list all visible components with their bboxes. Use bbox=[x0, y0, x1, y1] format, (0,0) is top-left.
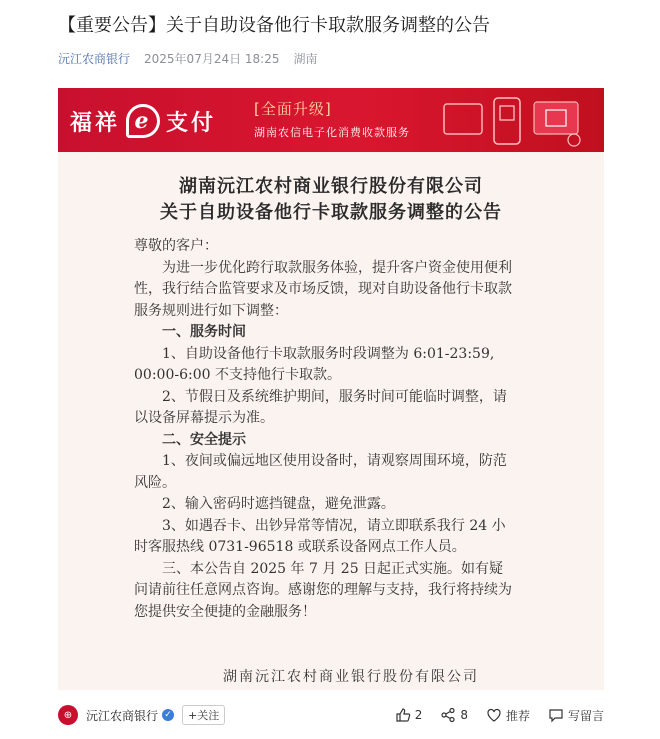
thumbs-up-icon bbox=[395, 707, 411, 723]
payment-banner bbox=[58, 88, 604, 152]
section2-item1: 1、夜间或偏远地区使用设备时，请观察周围环境，防范风险。 bbox=[134, 453, 507, 491]
article-title: 【重要公告】关于自助设备他行卡取款服务调整的公告 bbox=[58, 15, 490, 36]
account-name[interactable]: 沅江农商银行 bbox=[86, 708, 159, 723]
e-pay-logo-icon: e bbox=[126, 104, 160, 138]
doc-title-line2: 关于自助设备他行卡取款服务调整的公告 bbox=[160, 202, 502, 223]
banner-subtitle: 湖南农信电子化消费收款服务 bbox=[254, 126, 410, 139]
section2-item3: 3、如遇吞卡、出钞异常等情况，请立即联系我行 24 小时客服热线 0731-96518 或联系设备网点工作人员。 bbox=[134, 517, 506, 555]
follow-button[interactable]: +关注 bbox=[182, 705, 225, 725]
section1-item2: 2、节假日及系统维护期间，服务时间可能临时调整，请以设备屏幕提示为准。 bbox=[134, 388, 507, 426]
source-link[interactable]: 沅江农商银行 bbox=[58, 52, 131, 66]
banner-brand bbox=[70, 104, 216, 138]
intro-paragraph: 为进一步优化跨行取款服务体验，提升客户资金使用便利性，我行结合监管要求及市场反馈，现对自助设备他行卡取款服务规则进行如下调整： bbox=[134, 259, 512, 319]
banner-upgrade-label: [全面升级] bbox=[254, 100, 332, 118]
like-count: 2 bbox=[414, 708, 423, 722]
doc-title-line1: 湖南沅江农村商业银行股份有限公司 bbox=[179, 176, 483, 197]
banner-decoration-icon bbox=[424, 94, 594, 150]
section2-item2: 2、输入密码时遮挡键盘，避免泄露。 bbox=[162, 496, 395, 512]
brand-right-text: 支付 bbox=[166, 109, 217, 136]
article-meta bbox=[58, 50, 318, 67]
section2-title: 二、安全提示 bbox=[162, 431, 246, 448]
share-button[interactable] bbox=[440, 707, 468, 723]
comment-icon bbox=[548, 707, 564, 723]
notice-body bbox=[134, 236, 514, 623]
share-count: 8 bbox=[460, 708, 468, 722]
comment-label: 写留言 bbox=[567, 708, 604, 723]
brand-left-text: 福祥 bbox=[70, 109, 121, 136]
section1-item1: 1、自助设备他行卡取款服务时段调整为 6:01-23:59, 00:00-6:00 不支持他行卡取款。 bbox=[134, 345, 495, 383]
heart-icon bbox=[486, 707, 502, 723]
share-icon bbox=[440, 707, 456, 723]
article-image bbox=[58, 88, 604, 690]
action-group bbox=[395, 707, 604, 724]
section3-paragraph: 三、本公告自 2025 年 7 月 25 日起正式实施。如有疑问请前往任意网点咨询。感谢您的理解与支持，我行将持续为您提供安全便捷的金融服务！ bbox=[134, 560, 512, 620]
like-button[interactable] bbox=[395, 707, 423, 723]
section1-title: 一、服务时间 bbox=[162, 324, 246, 340]
issuer-signature: 湖南沅江农村商业银行股份有限公司 bbox=[223, 669, 479, 685]
publish-datetime: 2025年07月24日 18:25 bbox=[144, 52, 280, 66]
verified-icon: ✓ bbox=[162, 709, 174, 721]
greeting: 尊敬的客户： bbox=[134, 238, 218, 254]
comment-button[interactable] bbox=[548, 707, 604, 724]
account-avatar[interactable]: ⊕ bbox=[58, 705, 78, 725]
bottom-bar bbox=[58, 700, 604, 730]
recommend-button[interactable] bbox=[486, 707, 530, 724]
recommend-label: 推荐 bbox=[505, 708, 530, 723]
publish-location: 湖南 bbox=[293, 52, 318, 66]
